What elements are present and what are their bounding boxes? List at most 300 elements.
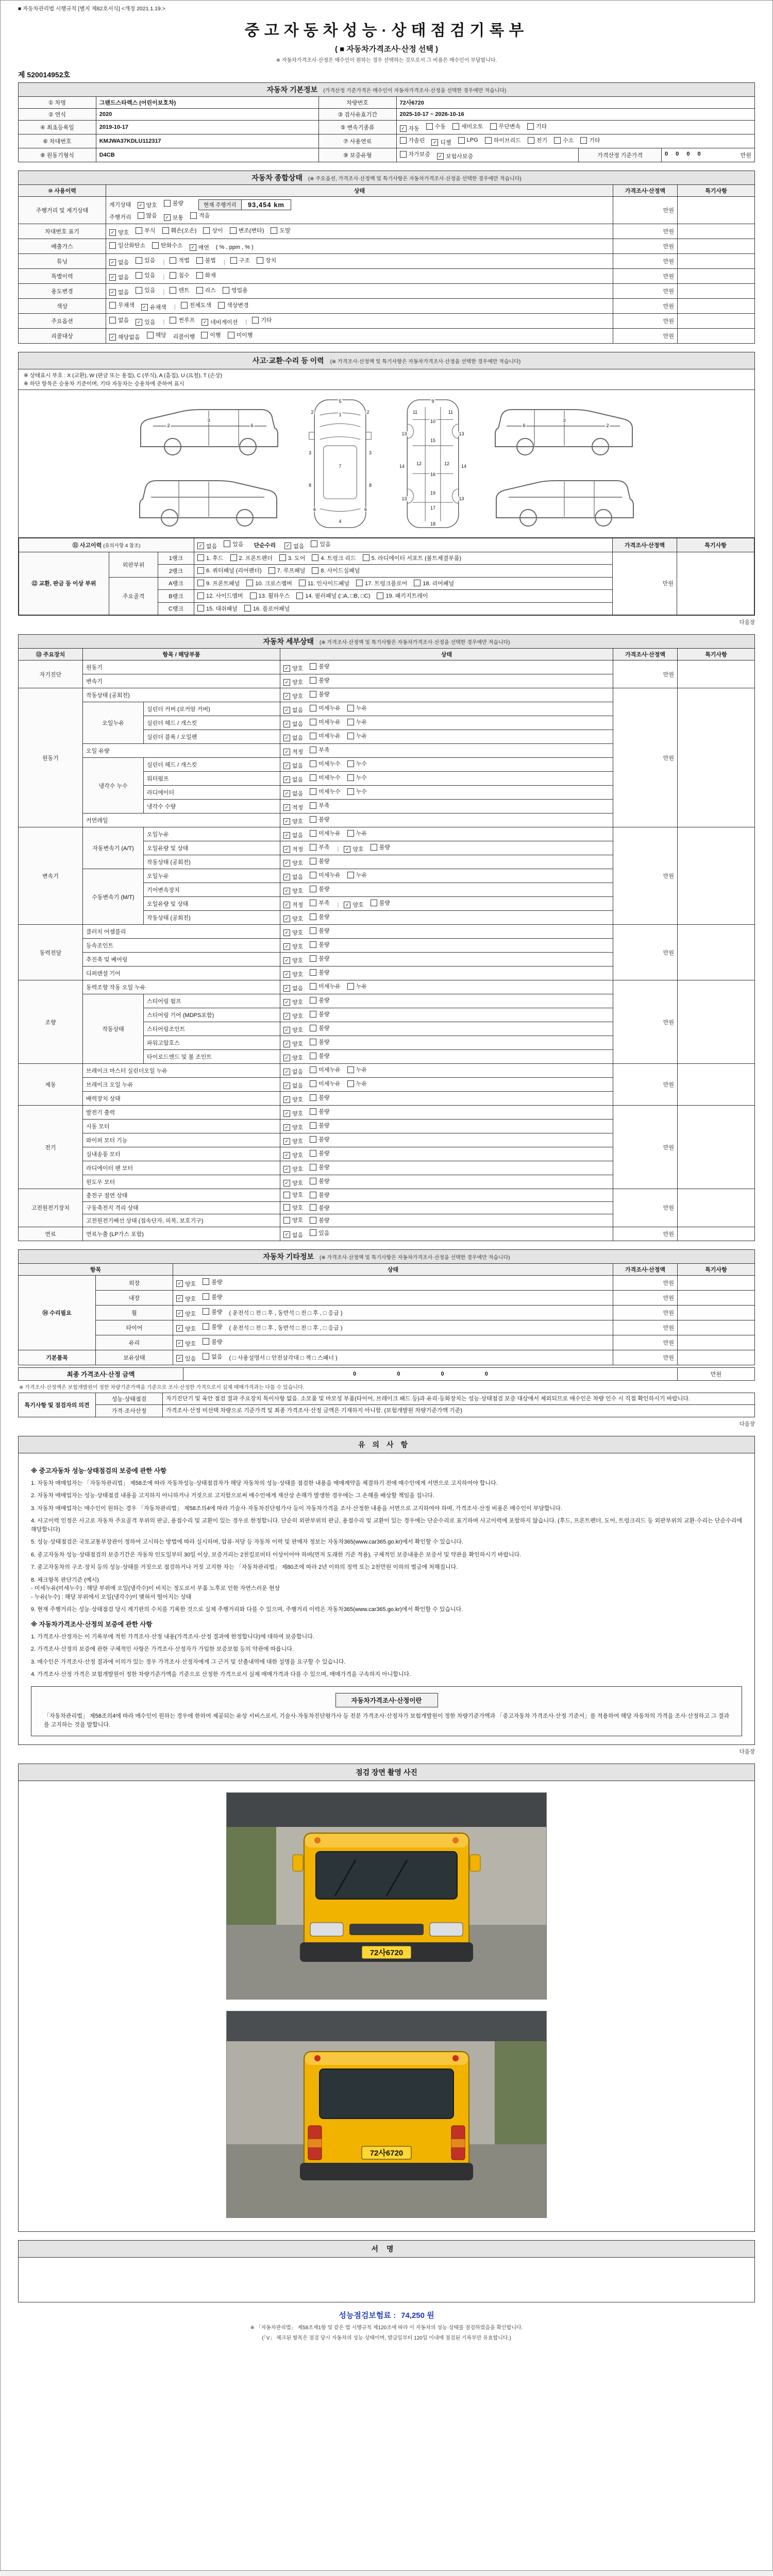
notice-item: 8. 체크항목 판단기준 (예시) - 미세누유(미세누수) : 해당 부위에 오일(냉각수)이 비치는 정도로서 부품 노후로 인한 자연스러운 현상 - 누유(누수) : 해당 부위에서 오일(냉각수)이 맺혀서 떨어지는 상태 <box>31 1577 280 1600</box>
checkbox-option <box>310 1038 329 1046</box>
checkbox-label: 불량 <box>318 942 330 948</box>
panel-number: 18 <box>430 521 436 527</box>
checkbox-checked-icon: ✓ <box>283 1096 290 1103</box>
accident-history-table <box>19 538 754 616</box>
item-name: 와이퍼 모터 기능 <box>83 1133 280 1147</box>
checkbox-unchecked-icon <box>170 287 176 294</box>
checkbox-checked-icon: ✓ <box>283 957 290 964</box>
checkbox-option <box>162 226 197 234</box>
usage-history-row <box>19 224 755 239</box>
checkbox-unchecked-icon <box>347 1066 354 1073</box>
checkbox-option <box>414 579 454 587</box>
checkbox-option <box>147 331 166 339</box>
checkbox-option <box>310 982 341 990</box>
checkbox-label: 불량 <box>318 1011 330 1018</box>
base-price-amount: 0 0 0 0 <box>664 151 704 157</box>
signature-section <box>18 2240 755 2302</box>
checkbox-label: 없음 <box>118 260 129 266</box>
item-state <box>280 1092 613 1106</box>
remarks-cell <box>677 1189 754 1227</box>
checkbox-unchecked-icon <box>310 1229 316 1236</box>
photos-header <box>19 1764 754 1781</box>
checkbox-option <box>197 579 240 587</box>
checkbox-label: 14. 필러패널 (□A, □B, □C) <box>305 593 371 600</box>
checkbox-checked-icon: ✓ <box>176 1295 183 1302</box>
roof-marker-light <box>314 1837 321 1843</box>
price-notice-item: 1. 가격조사·산정자는 이 기록부에 적힌 가격조사·산정 내용(가격조사·산정 결과에 한정합니다)에 대하여 보증합니다. <box>31 1633 314 1640</box>
checkbox-option <box>283 845 303 853</box>
checkbox-checked-icon: ✓ <box>283 999 290 1006</box>
checkbox-label: 없음 <box>292 791 304 798</box>
checkbox-checked-icon: ✓ <box>283 1152 290 1159</box>
remarks-cell <box>677 1275 754 1290</box>
checkbox-label: 6. 쿼터패널 (리어펜더) <box>206 568 262 574</box>
detailed-state-table <box>18 634 755 1241</box>
state-line <box>176 1352 610 1363</box>
item-state <box>280 758 613 772</box>
checkbox-unchecked-icon <box>230 257 237 264</box>
checkbox-label: 전기 <box>536 138 548 144</box>
device-name: 고전원전기장치 <box>19 1189 83 1227</box>
final-price-value: 0 0 0 0 <box>183 1367 678 1380</box>
checkbox-label: 양호 <box>185 1296 196 1302</box>
checkbox-unchecked-icon <box>527 123 534 130</box>
checkbox-option <box>268 566 306 574</box>
checkbox-unchecked-icon <box>310 927 316 934</box>
checkbox-option <box>310 954 329 962</box>
detail-remarks-column: 특기사항 <box>677 649 754 660</box>
checkbox-unchecked-icon <box>279 554 286 561</box>
item-name: 오일누유 <box>144 869 280 883</box>
checkbox-unchecked-icon <box>371 900 377 906</box>
checkbox-checked-icon: ✓ <box>283 818 290 825</box>
item-state <box>280 716 613 730</box>
price-cell: 만원 <box>613 299 677 314</box>
remarks-cell <box>677 239 754 254</box>
accident-price-column: 가격조사·산정액 <box>613 538 677 552</box>
checkbox-label: 미세누수 <box>318 761 341 768</box>
checkbox-label: 19. 패키지트레이 <box>385 593 428 600</box>
checkbox-label: 양호 <box>292 972 304 978</box>
state-line <box>109 241 610 252</box>
remarks-cell <box>677 552 754 615</box>
checkbox-unchecked-icon <box>310 955 316 962</box>
checkbox-label: 불량 <box>318 858 330 865</box>
checkbox-option <box>283 761 303 770</box>
notices-title: 유의사항 <box>358 1440 415 1449</box>
checkbox-option <box>196 256 216 264</box>
panel-number: 12 <box>444 461 450 466</box>
opinion-price-text: 가격조사·산정 미선택 차량으로 기준가격 및 최종 가격조사·산정 금액은 기재하지 아니함. (보험개발원 차량기준가액 기준) <box>163 1405 755 1417</box>
misc-group-label: 기본품목 <box>19 1350 96 1365</box>
item-name: 고전원전기배선 상태 (접속단자, 피복, 보호기구) <box>83 1214 280 1227</box>
checkbox-checked-icon: ✓ <box>176 1280 183 1287</box>
checkbox-unchecked-icon <box>452 123 459 130</box>
checkbox-option <box>283 901 303 909</box>
performance-warranty-items <box>31 1479 742 1614</box>
device-item-row <box>19 980 755 994</box>
state-text: 계기상태 <box>109 201 131 208</box>
checkbox-option <box>363 554 461 562</box>
checkbox-option <box>310 1065 341 1074</box>
detail-section-title: 자동차 세부상태 <box>263 637 314 646</box>
option-separator: | <box>163 289 165 295</box>
checkbox-checked-icon: ✓ <box>283 1110 290 1117</box>
checkbox-label: 누유 <box>356 719 367 726</box>
checkbox-unchecked-icon <box>310 1204 316 1211</box>
checkbox-label: 불량 <box>318 1178 330 1185</box>
checkbox-option <box>347 871 367 879</box>
checkbox-checked-icon: ✓ <box>109 334 116 341</box>
regulation-note: ■ 자동차관리법 시행규칙 [별지 제82호서식] <개정 2021.1.19.> <box>18 6 165 12</box>
item-state <box>280 730 613 744</box>
checkbox-label: 15. 대쉬패널 <box>206 605 238 612</box>
item-state <box>280 869 613 883</box>
checkbox-label: 있음 <box>144 273 156 279</box>
checkbox-label: 있음 <box>144 287 156 294</box>
checkbox-option <box>218 301 249 309</box>
checkbox-label: 미세누유 <box>318 1067 341 1074</box>
checkbox-option <box>138 201 157 209</box>
accident-history-row <box>19 538 754 552</box>
option-separator: | <box>174 303 176 310</box>
model-year-value: 2020 <box>96 109 318 121</box>
state-line <box>109 330 610 342</box>
checkbox-unchecked-icon <box>310 760 316 767</box>
item-name: 브레이크 마스터 실린더오일 누유 <box>83 1064 280 1078</box>
checkbox-label: 양호 <box>292 680 304 686</box>
checkbox-option <box>283 1216 303 1224</box>
price-cell: 만원 <box>613 1350 677 1365</box>
checkbox-unchecked-icon <box>347 983 354 990</box>
checkbox-unchecked-icon <box>528 137 534 144</box>
item-name: 커먼레일 <box>83 814 280 827</box>
notice-item: 3. 자동차 매매업자는 매수인이 원하는 경우 「자동차관리법」 제58조의4에 따라 기술사·자동차진단평가사 등이 자동차가격을 조사·산정한 내용을 서면으로 고지하여야 하며, 가격조사·산정 비용은 매수인이 부담합니다. <box>31 1505 562 1512</box>
notice-item: 5. 성능·상태점검은 국토교통부장관이 정하여 고시하는 방법에 따라 실시하며, 압류·저당 등 자동차 이력 및 판매자 정보는 자동차365(www.car365.go.kr)에서 확인할 수 있습니다. <box>31 1539 463 1546</box>
device-name: 변속기 <box>19 827 83 925</box>
panel-number: 7 <box>339 463 342 469</box>
panel-number: 6 <box>364 506 367 512</box>
checkbox-unchecked-icon <box>310 830 316 837</box>
panel-number: 4 <box>339 519 342 524</box>
checkbox-label: 불량 <box>211 1294 223 1300</box>
state-line <box>109 211 610 222</box>
checkbox-option <box>311 540 330 548</box>
state-line <box>109 198 610 211</box>
remarks-cell <box>677 1106 754 1189</box>
checkbox-option <box>190 243 209 251</box>
state-code-legend <box>19 369 754 390</box>
checkbox-label: 불량 <box>318 914 330 921</box>
checkbox-label: 썬루프 <box>178 317 195 324</box>
checkbox-checked-icon: ✓ <box>437 153 444 160</box>
comprehensive-state-table <box>18 171 755 344</box>
checkbox-label: 양호 <box>292 1055 304 1062</box>
checkbox-label: 있음 <box>318 1230 330 1236</box>
item-state <box>280 953 613 967</box>
panel-number: 2 <box>606 423 609 429</box>
usage-item-label: 특별이력 <box>19 269 106 284</box>
checkbox-option <box>109 333 140 341</box>
state-text: ( □ 사용설명서 □ 안전삼각대 □ 잭 □ 스패너 ) <box>229 1355 338 1362</box>
license-plate-text: 72사6720 <box>369 2148 404 2158</box>
usage-history-row <box>19 197 755 224</box>
item-state <box>280 883 613 897</box>
checkbox-unchecked-icon <box>310 1192 316 1198</box>
checkbox-unchecked-icon <box>170 317 176 324</box>
checkbox-checked-icon: ✓ <box>176 1325 183 1332</box>
opinion-performance-label: 성능·상태점검 <box>96 1393 163 1405</box>
checkbox-checked-icon: ✓ <box>283 1124 290 1131</box>
usage-item-label: 리콜대상 <box>19 329 106 344</box>
checkbox-option <box>310 829 341 837</box>
checkbox-label: 미이행 <box>236 332 253 339</box>
checkbox-label: 미세누유 <box>318 733 341 740</box>
device-name: 조향 <box>19 980 83 1064</box>
checkbox-option <box>310 1204 329 1212</box>
item-state <box>280 1106 613 1120</box>
checkbox-label: 있음 <box>185 1355 196 1362</box>
price-definition-title: 자동차가격조사·산정이란 <box>335 1693 438 1707</box>
checkbox-label: 상이 <box>212 228 223 234</box>
footer-legal-line1: ※ 「자동차관리법」 제58조제1항 및 같은 법 시행규칙 제120조에 따라 이 자동차의 성능·상태를 점검하였음을 확인합니다. <box>250 2325 523 2331</box>
opinion-performance-text: 자기진단기 및 육안 점검 결과 주요장치 특이사항 없음. 소모품 및 마모성 부품(타이어, 브레이크 패드 등)과 유리·등화장치는 성능·상태점검 보증 대상에서 제외되므로 매수인은 차량 인수 시 직접 확인하시기 바랍니다. <box>163 1393 755 1405</box>
checkbox-unchecked-icon <box>310 788 316 795</box>
checkbox-option <box>283 1067 303 1076</box>
remarks-cell <box>677 299 754 314</box>
checkbox-option <box>347 773 367 782</box>
misc-section-header <box>19 1249 755 1263</box>
base-price-label: 가격산정 기준가격 <box>579 148 662 162</box>
checkbox-label: 적정 <box>292 805 304 811</box>
checkbox-unchecked-icon <box>203 1308 209 1315</box>
misc-item-row <box>19 1305 755 1320</box>
roof-marker-light <box>452 2055 459 2061</box>
checkbox-option <box>310 815 329 823</box>
checkbox-label: 양호 <box>292 1153 304 1159</box>
checkbox-label: 없음 <box>118 275 129 281</box>
engine-type-label: ⑧ 원동기형식 <box>19 148 96 162</box>
basic-section-header <box>19 83 755 97</box>
vehicle-underbody-diagram <box>394 396 472 531</box>
opinion-price-label: 가격·조사산정 <box>96 1405 163 1417</box>
checkbox-unchecked-icon <box>197 580 204 586</box>
checkbox-option <box>283 1026 303 1034</box>
checkbox-option <box>283 789 303 798</box>
checkbox-option <box>164 213 183 222</box>
checkbox-label: 8. 사이드실패널 <box>321 568 360 574</box>
checkbox-option <box>310 1229 329 1237</box>
checkbox-option <box>283 775 303 784</box>
checkbox-unchecked-icon <box>228 332 234 338</box>
state-text: 리콜이행 <box>173 333 195 340</box>
checkbox-label: 미세누유 <box>318 719 341 726</box>
checkbox-unchecked-icon <box>310 1122 316 1129</box>
checkbox-unchecked-icon <box>197 554 204 561</box>
state-code-legend-line1: ※ 상태표시 부호 : X (교환), W (판금 또는 용접), C (부식), A (흠집), U (요철), T (손상) <box>24 372 222 379</box>
remarks-cell <box>677 980 754 1064</box>
panel-number: 17 <box>430 505 436 511</box>
checkbox-label: 네비게이션 <box>210 319 238 326</box>
checkbox-option <box>283 1204 303 1212</box>
device-subgroup: 오일누유 <box>83 702 144 744</box>
remarks-cell <box>677 314 754 329</box>
checkbox-label: 불량 <box>318 1150 330 1157</box>
checkbox-unchecked-icon <box>400 151 407 158</box>
checkbox-label: 기타 <box>261 317 272 324</box>
price-cell: 만원 <box>613 827 677 925</box>
checkbox-option <box>196 286 216 294</box>
usage-item-label: 차대번호 표기 <box>19 224 106 239</box>
premium-value: 74,250 원 <box>401 2311 434 2320</box>
checkbox-option <box>197 554 223 562</box>
checkbox-option <box>310 968 329 976</box>
checkbox-label: 있음 <box>144 319 156 326</box>
checkbox-option <box>246 579 292 587</box>
misc-item-label: 타이어 <box>96 1320 173 1335</box>
price-cell: 만원 <box>613 239 677 254</box>
checkbox-option <box>283 1054 303 1062</box>
checkbox-option <box>136 286 155 294</box>
item-name: 실린더 커버 (로커암 커버) <box>144 702 280 716</box>
final-price-note: ※ 가격조사·산정액은 보험개발원이 정한 차량기준가액을 기준으로 조사·산정한 가격으로서 실제 매매가격과는 다를 수 있습니다. <box>19 1384 305 1391</box>
checkbox-option <box>170 271 189 279</box>
transmission-options <box>396 121 754 134</box>
checkbox-checked-icon: ✓ <box>283 1069 290 1075</box>
panel-number: 14 <box>461 463 467 469</box>
checkbox-label: 무채색 <box>118 302 135 309</box>
checkbox-label: 적음 <box>199 213 210 219</box>
price-cell: 만원 <box>613 1189 677 1227</box>
checkbox-option <box>283 887 303 895</box>
checkbox-checked-icon: ✓ <box>109 274 116 281</box>
checkbox-unchecked-icon <box>414 580 421 586</box>
notices-header <box>19 1436 754 1453</box>
checkbox-checked-icon: ✓ <box>201 319 208 326</box>
remarks-cell <box>677 1227 754 1241</box>
checkbox-unchecked-icon <box>230 554 237 561</box>
remarks-cell <box>677 827 754 925</box>
checkbox-unchecked-icon <box>312 554 318 561</box>
item-name: 시동 모터 <box>83 1120 280 1133</box>
checkbox-option <box>176 1295 196 1303</box>
usage-item-state <box>106 329 613 344</box>
checkbox-label: 없음 <box>292 833 304 839</box>
checkbox-checked-icon: ✓ <box>138 202 144 209</box>
checkbox-option <box>203 1352 222 1361</box>
checkbox-unchecked-icon <box>310 1066 316 1073</box>
notice-item: 4. 사고이력 인정은 사고로 자동차 주요골격 부위의 판금, 용접수리 및 교환이 있는 경우로 한정합니다. 단순히 외판부위의 판금, 용접수리 및 교환이 있는 경우에는 단순수리로 표기하며 사고이력에 포함하지 않습니다. (후드, 프론트펜더, 도어, 트렁크리드 등 외판부위의 교환·수리는 단순수리에 해당합니다) <box>31 1518 742 1533</box>
panel-number: 3 <box>563 417 566 423</box>
checkbox-unchecked-icon <box>310 1164 316 1171</box>
price-notice-item: 2. 가격조사·산정의 보증에 관한 구체적인 사항은 가격조사·산정자가 가입한 보증보험 등의 약관에 따릅니다. <box>31 1646 294 1653</box>
usage-item-label: 주요옵션 <box>19 314 106 329</box>
usage-item-state <box>106 269 613 284</box>
misc-item-state <box>173 1320 613 1335</box>
checkbox-option <box>310 1024 329 1032</box>
checkbox-label: 적정 <box>292 749 304 756</box>
item-state <box>280 1050 613 1064</box>
item-name: 스티어링 펌프 <box>144 994 280 1008</box>
checkbox-label: 양호 <box>292 693 304 700</box>
simple-repair-options <box>284 543 338 549</box>
exchange-label: ⑫ 교환, 판금 등 이상 부위 <box>19 552 109 615</box>
checkbox-label: 없음 <box>292 735 304 742</box>
checkbox-unchecked-icon <box>147 332 154 338</box>
checkbox-checked-icon: ✓ <box>283 860 290 867</box>
option-separator: | <box>337 845 339 852</box>
checkbox-label: 없음 <box>292 721 304 728</box>
checkbox-option <box>426 122 446 130</box>
misc-group-label: ⑭ 수리필요 <box>19 1275 96 1350</box>
checkbox-unchecked-icon <box>250 592 257 599</box>
checkbox-label: 양호 <box>292 1217 304 1224</box>
device-item-row <box>19 688 755 702</box>
checkbox-option <box>283 1137 303 1145</box>
checkbox-label: 양호 <box>292 819 304 825</box>
state-line <box>109 285 610 297</box>
checkbox-unchecked-icon <box>310 969 316 976</box>
exchange-rank-row <box>19 552 754 565</box>
page-title: 중고자동차성능·상태점검기록부 <box>244 22 529 39</box>
basic-section-note: (가격산정 기준가격은 매수인이 자동차가격조사·산정을 선택한 경우에만 적습니다) <box>323 88 507 94</box>
accident-history-options <box>197 543 250 549</box>
front-photo-illustration <box>227 1793 546 1999</box>
checkbox-label: 미세누유 <box>318 1081 341 1088</box>
checkbox-unchecked-icon <box>136 287 142 294</box>
checkbox-label: 불량 <box>318 691 330 698</box>
checkbox-checked-icon: ✓ <box>283 707 290 714</box>
item-state <box>280 1036 613 1050</box>
current-mileage-box <box>198 199 291 210</box>
checkbox-checked-icon: ✓ <box>283 1013 290 1020</box>
device-item-row <box>19 660 755 674</box>
checkbox-unchecked-icon <box>109 317 116 324</box>
checkbox-option <box>283 1179 303 1187</box>
checkbox-label: 양호 <box>292 1192 304 1199</box>
usage-item-label: 배출가스 <box>19 239 106 254</box>
checkbox-option <box>283 1109 303 1117</box>
checkbox-option <box>310 718 341 726</box>
item-name: 윈도우 모터 <box>83 1175 280 1189</box>
state-line <box>176 1307 610 1318</box>
side-mirror <box>293 1855 303 1871</box>
device-item-row <box>19 1189 755 1202</box>
checkbox-label: 구조 <box>239 258 250 264</box>
accident-section-note: (※ 가격조사·산정액 및 특기사항은 자동차가격조사·산정을 선택한 경우에만 적습니다) <box>330 359 521 365</box>
checkbox-label: 불량 <box>211 1338 223 1345</box>
price-cell: 만원 <box>613 660 677 688</box>
device-name: 자기진단 <box>19 660 83 688</box>
checkbox-unchecked-icon <box>299 580 306 586</box>
remarks-cell <box>677 254 754 269</box>
checkbox-label: 양호 <box>292 1013 304 1020</box>
checkbox-label: 양호 <box>146 202 157 209</box>
checkbox-label: 16. 플로어패널 <box>253 605 290 612</box>
state-code-legend-line2: ※ 하단 항목은 승용차 기준이며, 기타 자동차는 승용차에 준하여 표시 <box>24 380 184 387</box>
misc-item-row <box>19 1350 755 1365</box>
checkbox-checked-icon: ✓ <box>176 1340 183 1347</box>
option-separator: | <box>337 901 339 908</box>
checkbox-option <box>279 554 305 562</box>
item-state <box>280 980 613 994</box>
checkbox-option <box>344 901 363 909</box>
checkbox-checked-icon: ✓ <box>283 832 290 839</box>
checkbox-option <box>283 1040 303 1048</box>
usage-item-state <box>106 299 613 314</box>
price-cell: 만원 <box>613 1106 677 1189</box>
checkbox-checked-icon: ✓ <box>283 846 290 853</box>
